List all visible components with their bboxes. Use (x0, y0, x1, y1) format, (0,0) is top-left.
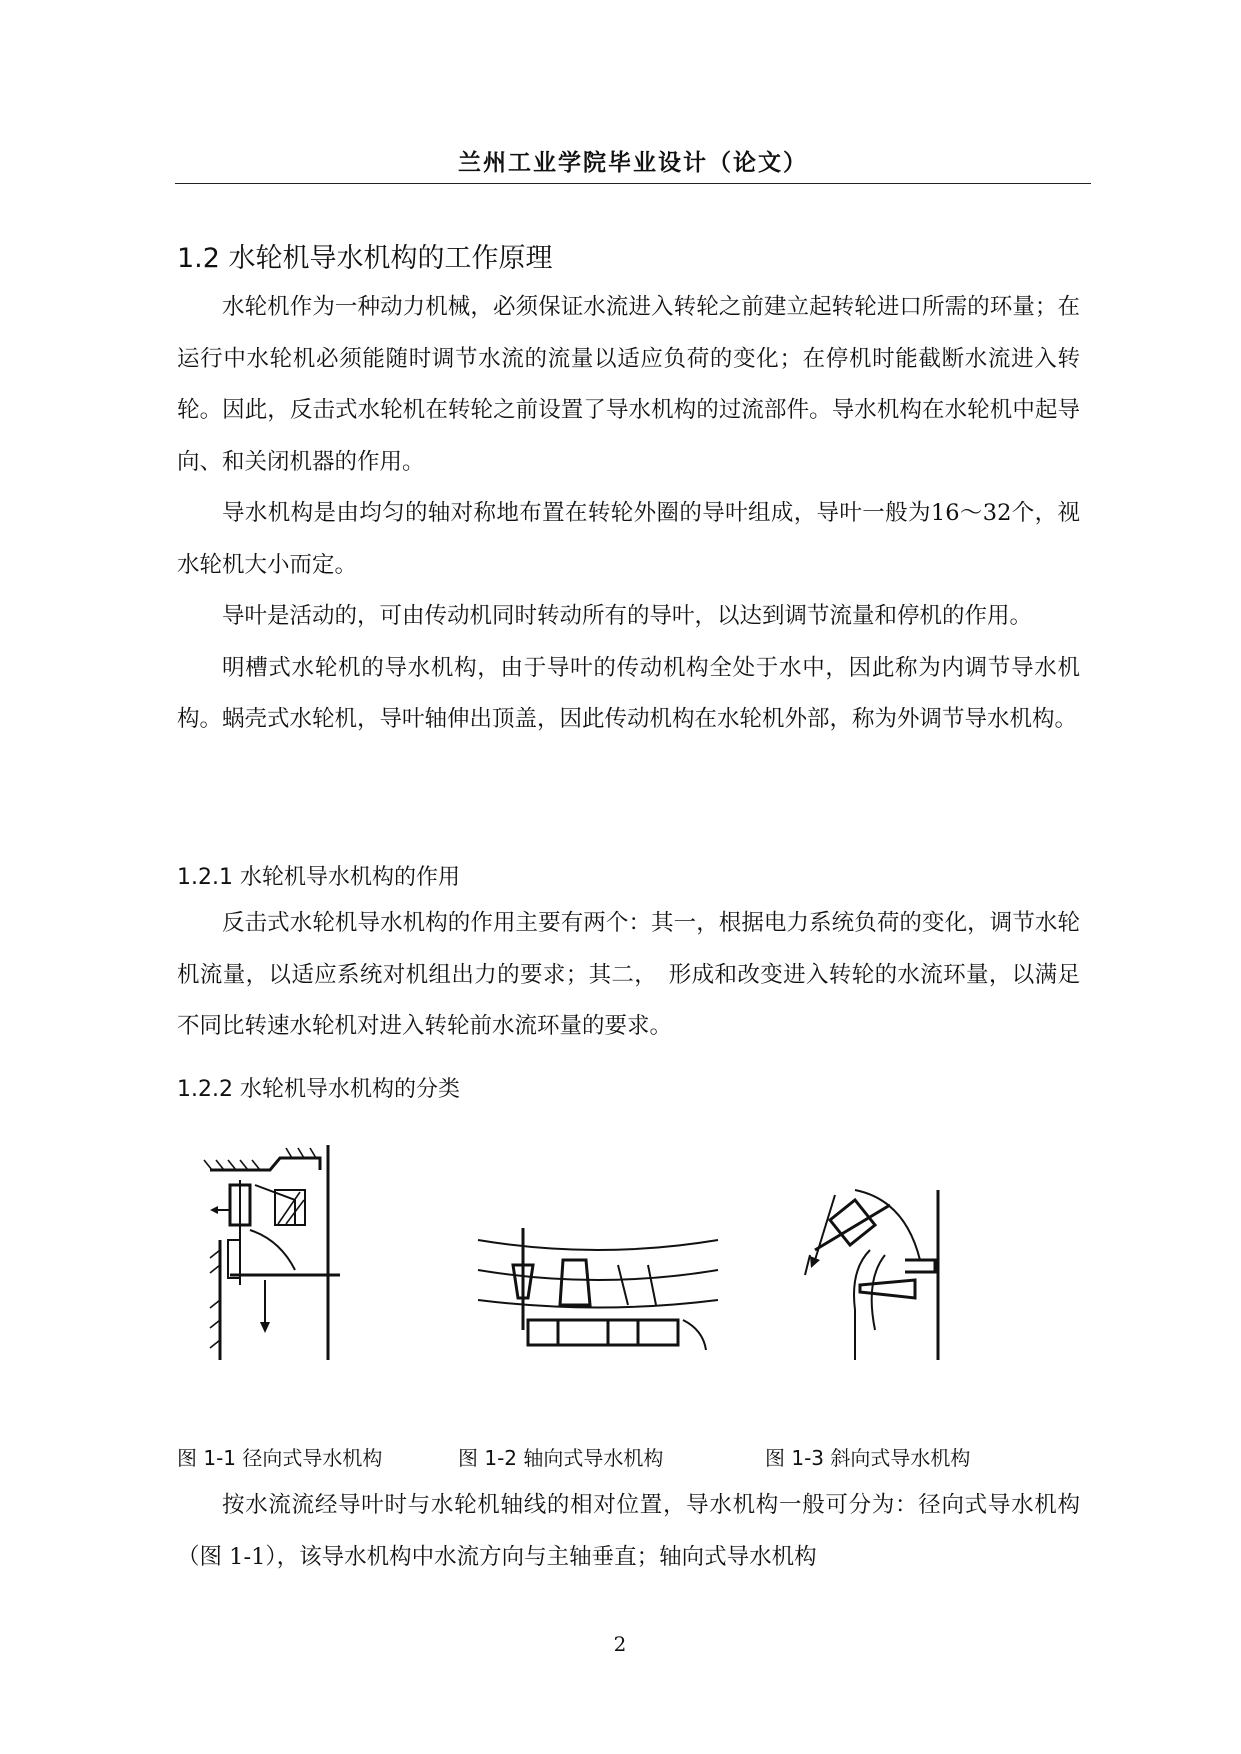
figure-caption: 图 1-3 斜向式导水机构 (765, 1446, 971, 1470)
section-heading: 1.2 水轮机导水机构的工作原理 (177, 243, 553, 274)
figure-diagonal-guide-apparatus (795, 1180, 950, 1365)
figure-axial-guide-apparatus (478, 1220, 718, 1360)
page-number: 2 (613, 1632, 627, 1656)
subsection-body (177, 1480, 1080, 1583)
figure-radial-guide-apparatus (200, 1140, 350, 1365)
subsection-heading: 1.2.2 水轮机导水机构的分类 (177, 1077, 460, 1102)
paragraph: 反击式水轮机导水机构的作用主要有两个：其一，根据电力系统负荷的变化，调节水轮机流量，以适应系统对机组出力的要求；其二， 形成和改变进入转轮的水流环量，以满足不同比转速水轮机对进入转轮前水流环量的要求。 (177, 910, 1080, 1039)
paragraph: 水轮机作为一种动力机械，必须保证水流进入转轮之前建立起转轮进口所需的环量；在运行中水轮机必须能随时调节水流的流量以适应负荷的变化；在停机时能截断水流进入转轮。因此，反击式水轮机在转轮之前设置了导水机构的过流部件。导水机构在水轮机中起导向、和关闭机器的作用。 (177, 294, 1080, 475)
section-body (177, 282, 1080, 746)
paragraph: 导水机构是由均匀的轴对称地布置在转轮外圈的导叶组成，导叶一般为16～32个，视水轮机大小而定。 (177, 500, 1080, 578)
subsection-heading: 1.2.1 水轮机导水机构的作用 (177, 865, 460, 890)
figure-caption: 图 1-1 径向式导水机构 (177, 1446, 383, 1470)
paragraph: 导叶是活动的，可由传动机同时转动所有的导叶，以达到调节流量和停机的作用。 (222, 603, 1033, 629)
subsection-body (177, 898, 1080, 1053)
figure-caption: 图 1-2 轴向式导水机构 (458, 1446, 664, 1470)
header-rule (175, 183, 1091, 184)
page-header: 兰州工业学院毕业设计（论文） (458, 150, 808, 176)
paragraph: 按水流流经导叶时与水轮机轴线的相对位置，导水机构一般可分为：径向式导水机构（图 1-1），该导水机构中水流方向与主轴垂直；轴向式导水机构 (177, 1492, 1080, 1570)
paragraph: 明槽式水轮机的导水机构，由于导叶的传动机构全处于水中，因此称为内调节导水机构。蜗壳式水轮机，导叶轴伸出顶盖，因此传动机构在水轮机外部，称为外调节导水机构。 (177, 654, 1080, 732)
